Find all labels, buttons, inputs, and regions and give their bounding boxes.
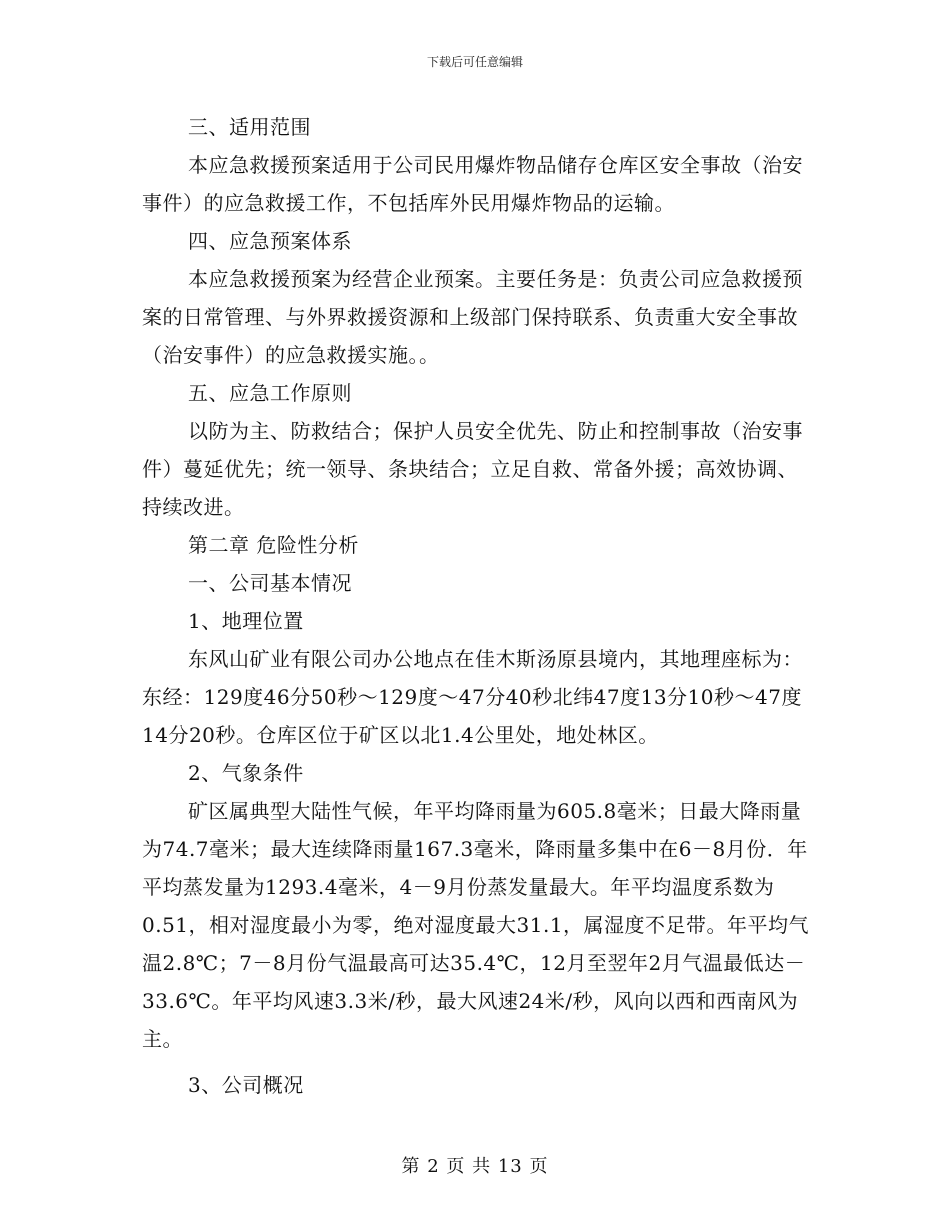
paragraph-location: 东风山矿业有限公司办公地点在佳木斯汤原县境内，其地理座标为：东经：129度46分50秒～129度～47分40秒北纬47度13分10秒～47度14分20秒。仓库区位于矿区以北1.4公里处，地处林区。 bbox=[142, 647, 803, 747]
page-number-footer: 第 2 页 共 13 页 bbox=[401, 1156, 549, 1177]
paragraph-climate: 矿区属典型大陆性气候，年平均降雨量为605.8毫米；日最大降雨量为74.7毫米；最大连续降雨量167.3毫米，降雨量多集中在6－8月份．年平均蒸发量为1293.4毫米，4－9月份蒸发量最大。年平均温度系数为0.51，相对湿度最小为零，绝对湿度最大31.1，属湿度不足带。年平均气温2.8℃；7－8月份气温最高可达35.4℃，12月至翌年2月气温最低达－33.6℃。年平均风速3.3米/秒，最大风速24米/秒，风向以西和西南风为主。 bbox=[142, 799, 810, 1051]
section-heading-scope: 三、适用范围 bbox=[188, 115, 311, 139]
chapter-heading-risk-analysis: 第二章 危险性分析 bbox=[188, 533, 359, 557]
page-header-note: 下载后可任意编辑 bbox=[426, 55, 523, 69]
document-body bbox=[142, 108, 812, 1104]
paragraph-scope: 本应急救援预案适用于公司民用爆炸物品储存仓库区安全事故（治安事件）的应急救援工作，不包括库外民用爆炸物品的运输。 bbox=[142, 153, 803, 215]
paragraph-principles: 以防为主、防救结合；保护人员安全优先、防止和控制事故（治安事件）蔓延优先；统一领导、条块结合；立足自救、常备外援；高效协调、持续改进。 bbox=[142, 419, 803, 519]
section-heading-principles: 五、应急工作原则 bbox=[188, 381, 352, 405]
subsection-heading-company-overview: 3、公司概况 bbox=[188, 1073, 304, 1097]
section-heading-plan-system: 四、应急预案体系 bbox=[188, 229, 352, 253]
section-heading-company-basics: 一、公司基本情况 bbox=[188, 571, 352, 595]
subsection-heading-location: 1、地理位置 bbox=[188, 609, 304, 633]
subsection-heading-climate: 2、气象条件 bbox=[188, 761, 304, 785]
paragraph-plan-system: 本应急救援预案为经营企业预案。主要任务是：负责公司应急救援预案的日常管理、与外界救援资源和上级部门保持联系、负责重大安全事故（治安事件）的应急救援实施。。 bbox=[142, 267, 803, 367]
